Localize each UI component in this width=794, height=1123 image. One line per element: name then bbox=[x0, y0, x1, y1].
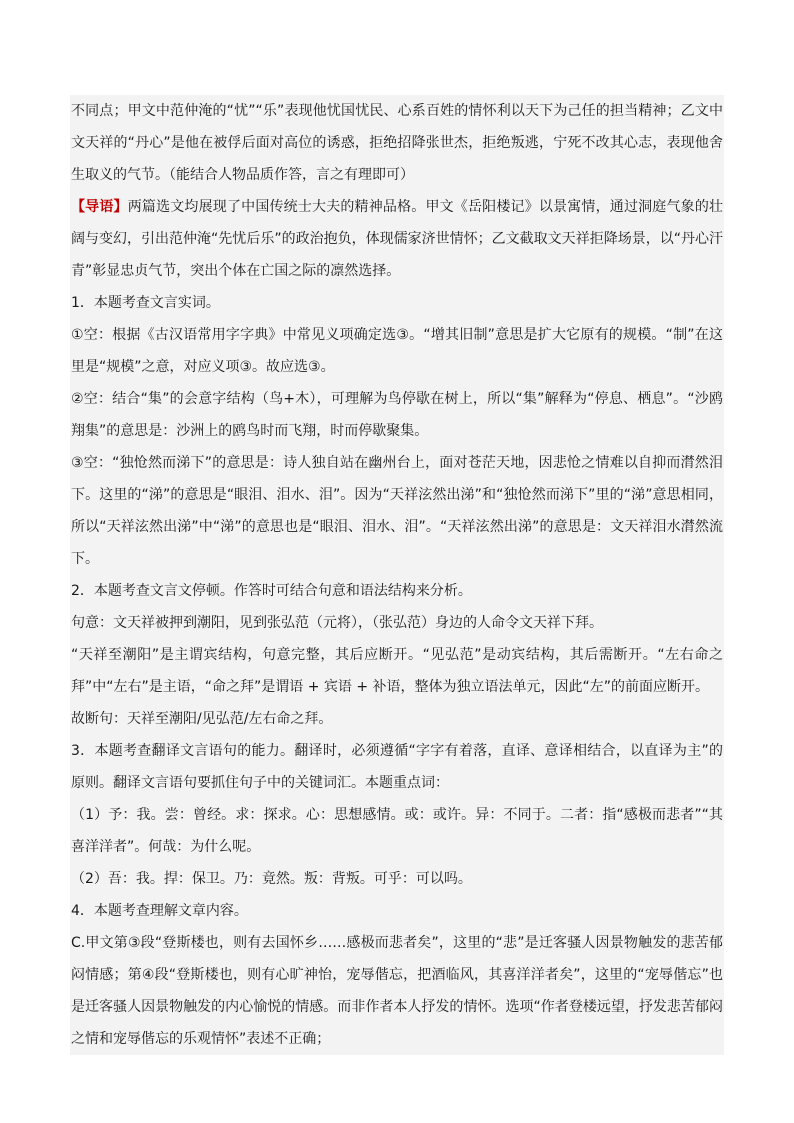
paragraph-text: 不同点；甲文中范仲淹的“忧”“乐”表现他忧国忧民、心系百姓的情怀利以天下为己任的担当精神；乙文中文天祥的“丹心”是他在被俘后面对高位的诱惑，拒绝招降张世杰，拒绝叛逃，宁死不改其心志，表现他舍生取义的气节。（能结合人物品质作答，言之有理即可） bbox=[71, 103, 723, 183]
document-body bbox=[70, 95, 724, 1055]
question-3-heading bbox=[70, 735, 724, 799]
answer-blank-2 bbox=[70, 383, 724, 447]
paragraph-text: 2．本题考查文言文停顿。作答时可结合句意和语法结构来分析。 bbox=[71, 583, 472, 599]
paragraph-text: 故断句：天祥至潮阳/见弘范/左右命之拜。 bbox=[71, 711, 333, 727]
paragraph-text: “天祥至潮阳”是主谓宾结构，句意完整，其后应断开。“见弘范”是动宾结构，其后需断开。“左右命之拜”中“左右”是主语，“命之拜”是谓语 + 宾语 + 补语，整体为独立语法单元，因此“左”的前面应断开。 bbox=[71, 647, 723, 695]
question-1-heading bbox=[70, 287, 724, 319]
answer-blank-3 bbox=[70, 447, 724, 575]
paragraph-text: ③空：“独怆然而涕下”的意思是：诗人独自站在幽州台上，面对苍茫天地，因悲怆之情难以自抑而潸然泪下。这里的“涕”的意思是“眼泪、泪水、泪”。因为“天祥泫然出涕”和“独怆然而涕下”里的“涕”意思相同，所以“天祥泫然出涕”中“涕”的意思也是“眼泪、泪水、泪”。“天祥泫然出涕”的意思是：文天祥泪水潸然流下。 bbox=[71, 455, 723, 567]
question-2-heading bbox=[70, 575, 724, 607]
translation-keywords-1 bbox=[70, 799, 724, 863]
paragraph-text: ②空：结合“集”的会意字结构（鸟+木），可理解为鸟停歇在树上，所以“集”解释为“停息、栖息”。“沙鸥翔集”的意思是：沙洲上的鸥鸟时而飞翔，时而停歇聚集。 bbox=[71, 391, 723, 439]
paragraph-text: 1．本题考查文言实词。 bbox=[71, 295, 220, 311]
paragraph-text: 句意：文天祥被押到潮阳，见到张弘范（元将），（张弘范）身边的人命令文天祥下拜。 bbox=[71, 615, 603, 631]
sentence-break-answer bbox=[70, 703, 724, 735]
paragraph-text: 3．本题考查翻译文言语句的能力。翻译时，必须遵循“字字有着落，直译、意译相结合，以直译为主”的原则。翻译文言语句要抓住句子中的关键词汇。本题重点词： bbox=[71, 743, 723, 791]
paragraph-comparison bbox=[70, 95, 724, 191]
question-4-heading bbox=[70, 895, 724, 927]
paragraph-text: ①空：根据《古汉语常用字字典》中常见义项确定选③。“增其旧制”意思是扩大它原有的规模。“制”在这里是“规模”之意，对应义项③。故应选③。 bbox=[71, 327, 723, 375]
sentence-meaning bbox=[70, 607, 724, 639]
paragraph-daoyu bbox=[70, 191, 724, 287]
paragraph-text: 两篇选文均展现了中国传统士大夫的精神品格。甲文《岳阳楼记》以景寓情，通过洞庭气象的壮阔与变幻，引出范仲淹“先忧后乐”的政治抱负，体现儒家济世情怀；乙文截取文天祥拒降场景，以“丹心汗青”彰显忠贞气节，突出个体在亡国之际的凛然选择。 bbox=[71, 199, 724, 279]
option-c-analysis bbox=[70, 927, 724, 1055]
paragraph-text: （2）吾：我。捍：保卫。乃：竟然。叛：背叛。可乎：可以吗。 bbox=[71, 871, 472, 887]
grammar-analysis bbox=[70, 639, 724, 703]
paragraph-text: 4．本题考查理解文章内容。 bbox=[71, 903, 248, 919]
daoyu-label: 【导语】 bbox=[71, 199, 128, 215]
answer-blank-1 bbox=[70, 319, 724, 383]
paragraph-text: （1）予：我。尝：曾经。求：探求。心：思想感情。或：或许。异：不同于。二者：指“感极而悲者”“其喜洋洋者”。何哉：为什么呢。 bbox=[71, 807, 723, 855]
translation-keywords-2 bbox=[70, 863, 724, 895]
paragraph-text: C.甲文第③段“登斯楼也，则有去国怀乡……感极而悲者矣”，这里的“悲”是迁客骚人因景物触发的悲苦郁闷情感；第④段“登斯楼也，则有心旷神怡，宠辱偕忘，把酒临风，其喜洋洋者矣”，这里的“宠辱偕忘”也是迁客骚人因景物触发的内心愉悦的情感。而非作者本人抒发的情怀。选项“作者登楼远望，抒发悲苦郁闷之情和宠辱偕忘的乐观情怀”表述不正确； bbox=[71, 935, 723, 1047]
